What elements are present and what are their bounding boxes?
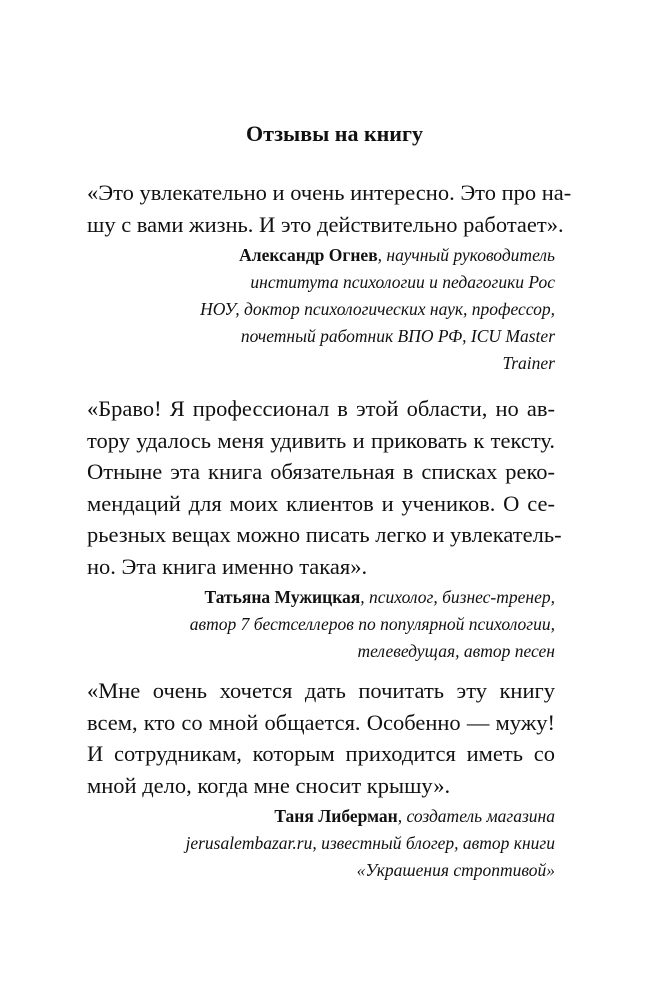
review-3 [87,675,555,884]
review-attribution [87,242,555,377]
reviewer-name: Александр Огнев [239,245,378,265]
attribution-line: jerusalembazar.ru, известный блогер, автор книги [185,833,555,853]
attribution-line: «Украшения строптивой» [356,860,555,880]
attribution-line: автор 7 бестселлеров по популярной психологии, [189,614,555,634]
page-title: Отзывы на книгу [246,121,423,146]
quote-line: шу с вами жизнь. И это действительно работает». [87,211,564,237]
review-2 [87,393,562,665]
quote-line: «Это увлекательно и очень интересно. Это про на- [87,180,572,205]
review-quote [87,675,555,801]
quote-line: рьезных вещах можно писать легко и увлекатель- [87,522,562,547]
attribution-line [87,242,555,269]
quote-line: тору удалось меня удивить и приковать к тексту. [87,427,555,453]
quote-line: мендаций для моих клиентов и учеников. О се- [87,490,555,516]
quote-line: «Мне очень хочется дать почитать эту книгу [87,678,555,703]
attribution-line: почетный работник ВПО РФ, ICU Master [240,326,555,346]
quote-line: мной дело, когда мне сносит крышу». [87,772,451,798]
attribution-line [87,584,555,611]
attribution-line: НОУ, доктор психологических наук, профессор, [200,299,555,319]
reviewer-name: Таня Либерман [274,806,398,826]
reviewer-name: Татьяна Мужицкая [204,587,361,607]
review-attribution [87,584,555,665]
attribution-line: телеведущая, автор песен [357,641,555,661]
attribution-line [87,803,555,830]
reviewer-role: , создатель магазина [397,806,555,826]
quote-line: но. Эта книга именно такая». [87,553,368,579]
reviewer-role: , научный руководитель [377,245,555,265]
quote-line: И сотрудникам, которым приходится иметь со [87,741,555,766]
quote-line: всем, кто со мной общается. Особенно — мужу! [87,709,555,735]
review-quote [87,177,572,240]
reviewer-role: , психолог, бизнес-тренер, [360,587,555,607]
attribution-line: института психологии и педагогики Рос [250,272,555,292]
quote-line: «Браво! Я профессионал в этой области, но ав- [87,396,555,421]
review-1 [87,177,572,377]
review-quote [87,393,562,582]
review-attribution [87,803,555,884]
quote-line: Отныне эта книга обязательная в списках реко- [87,459,555,484]
attribution-line: Trainer [502,353,555,373]
